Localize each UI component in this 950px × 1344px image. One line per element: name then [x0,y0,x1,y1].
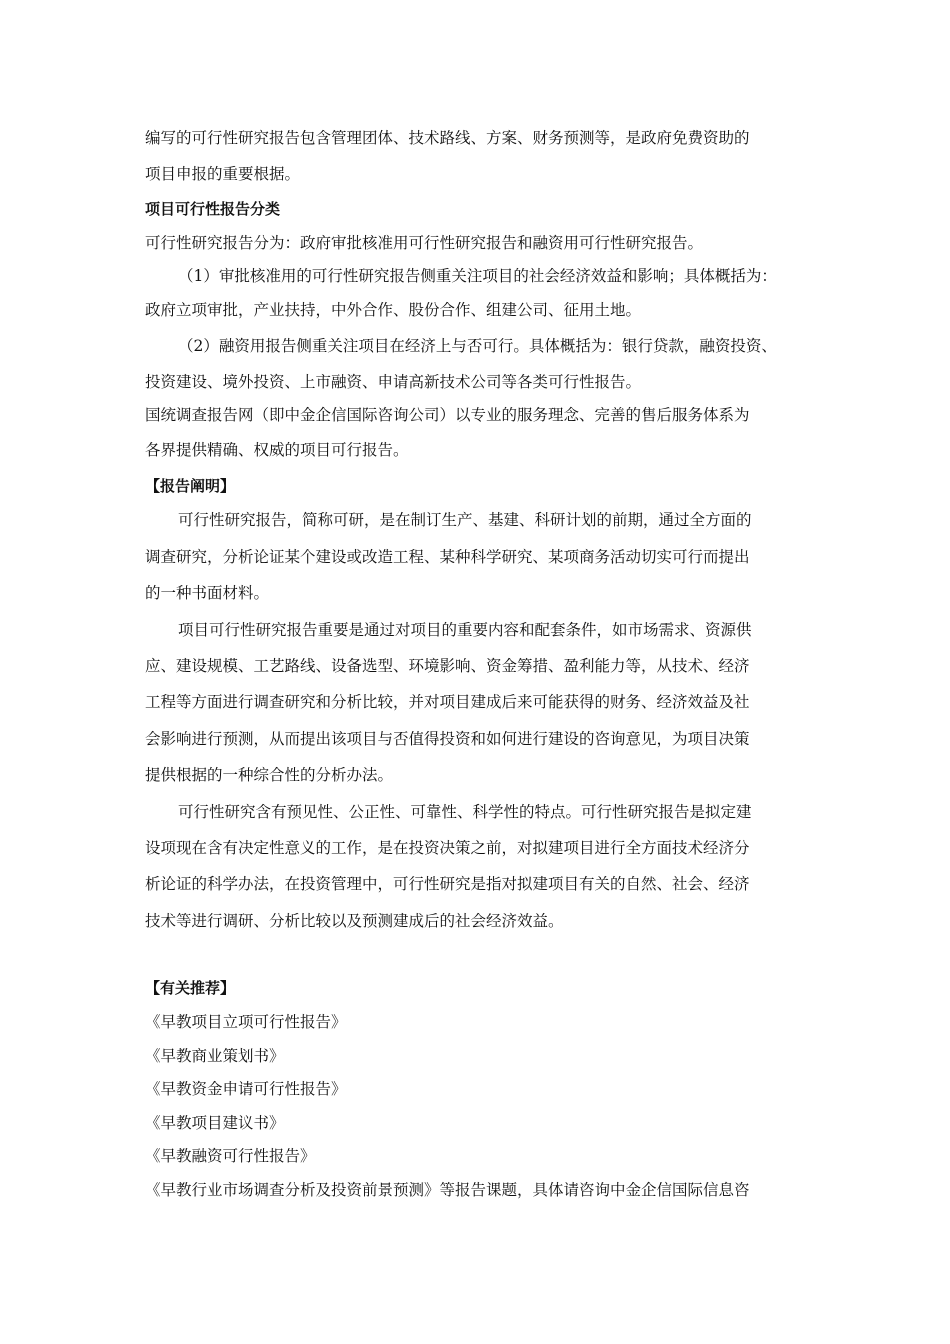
statement-p2-line-2: 应、建设规模、工艺路线、设备选型、环境影响、资金筹措、盈利能力等，从技术、经济 [145,657,750,675]
company-line-2: 各界提供精确、权威的项目可行报告。 [145,441,409,459]
company-line-1: 国统调查报告网（即中金企信国际咨询公司）以专业的服务理念、完善的售后服务体系为 [145,406,750,424]
statement-p3-line-2: 设项现在含有决定性意义的工作，是在投资决策之前，对拟建项目进行全方面技术经济分 [145,839,750,857]
classification-item-1-line-1: （1）审批核准用的可行性研究报告侧重关注项目的社会经济效益和影响；具体概括为： [178,267,777,285]
recommend-item[interactable]: 《早教融资可行性报告》 [145,1147,316,1165]
statement-p3-line-4: 技术等进行调研、分析比较以及预测建成后的社会经济效益。 [145,912,564,930]
statement-p2-line-5: 提供根据的一种综合性的分析办法。 [145,766,394,784]
statement-p2-line-3: 工程等方面进行调查研究和分析比较，并对项目建成后来可能获得的财务、经济效益及社 [145,693,750,711]
statement-p2-line-4: 会影响进行预测，从而提出该项目与否值得投资和如何进行建设的咨询意见，为项目决策 [145,730,750,748]
statement-p1-line-3: 的一种书面材料。 [145,584,270,602]
intro-line-2: 项目申报的重要根据。 [145,165,301,183]
recommend-item[interactable]: 《早教项目立项可行性报告》 [145,1013,347,1031]
classification-item-1-line-2: 政府立项审批，产业扶持，中外合作、股份合作、组建公司、征用土地。 [145,301,642,319]
recommend-item[interactable]: 《早教资金申请可行性报告》 [145,1080,347,1098]
statement-p1-line-2: 调查研究，分析论证某个建设或改造工程、某种科学研究、某项商务活动切实可行而提出 [145,548,750,566]
classification-line-1: 可行性研究报告分为：政府审批核准用可行性研究报告和融资用可行性研究报告。 [145,234,704,252]
recommend-item[interactable]: 《早教商业策划书》 [145,1047,285,1065]
classification-heading: 项目可行性报告分类 [145,200,281,218]
statement-p3-line-3: 析论证的科学办法，在投资管理中，可行性研究是指对拟建项目有关的自然、社会、经济 [145,875,750,893]
classification-item-2-line-2: 投资建设、境外投资、上市融资、申请高新技术公司等各类可行性报告。 [145,373,642,391]
recommend-item[interactable]: 《早教项目建议书》 [145,1114,285,1132]
recommend-item-last: 《早教行业市场调查分析及投资前景预测》等报告课题，具体请咨询中金企信国际信息咨 [145,1181,750,1199]
classification-item-2-line-1: （2）融资用报告侧重关注项目在经济上与否可行。具体概括为：银行贷款，融资投资、 [178,337,777,355]
statement-p3-line-1: 可行性研究含有预见性、公正性、可靠性、科学性的特点。可行性研究报告是拟定建 [178,803,752,821]
statement-heading: 【报告阐明】 [145,477,236,495]
statement-p2-line-1: 项目可行性研究报告重要是通过对项目的重要内容和配套条件，如市场需求、资源供 [178,621,752,639]
statement-p1-line-1: 可行性研究报告，简称可研，是在制订生产、基建、科研计划的前期，通过全方面的 [178,511,752,529]
recommend-heading: 【有关推荐】 [145,979,236,997]
intro-line-1: 编写的可行性研究报告包含管理团体、技术路线、方案、财务预测等，是政府免费资助的 [145,129,750,147]
